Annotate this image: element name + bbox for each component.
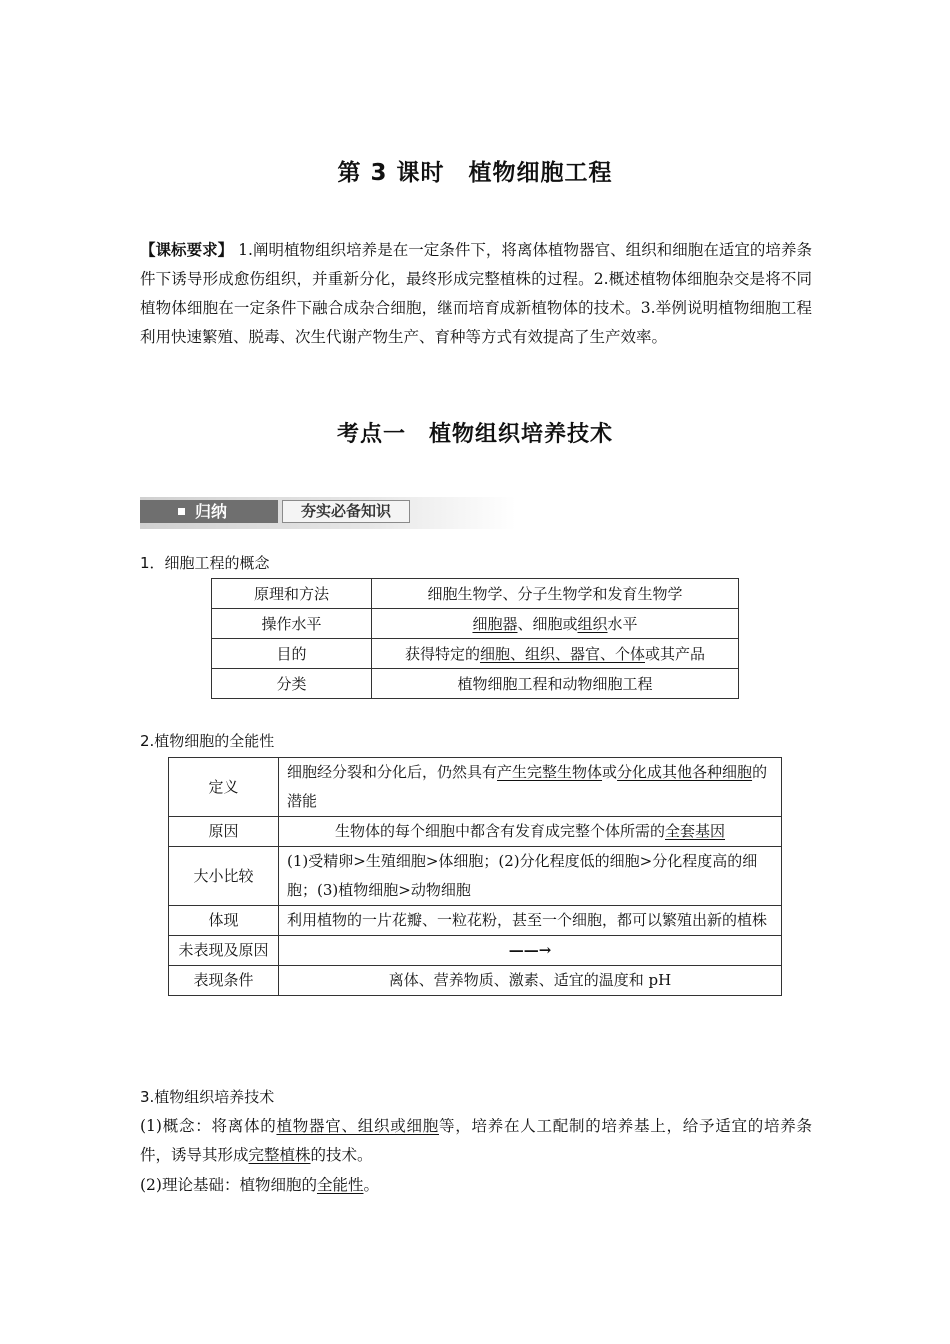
table-cell-value: 细胞生物学、分子生物学和发育生物学 [372,579,739,609]
table-cell-value: 利用植物的一片花瓣、一粒花粉，甚至一个细胞，都可以繁殖出新的植株 [279,906,782,936]
table-row [212,609,739,639]
para-text: (1)概念：将离体的 [140,1117,277,1135]
subhead-cell-engineering: 1．细胞工程的概念 [140,554,270,572]
table-cell-value: 离体、营养物质、激素、适宜的温度和 pH [279,966,782,996]
table-cell-value: (1)受精卵>生殖细胞>体细胞；(2)分化程度低的细胞>分化程度高的细胞；(3)植物细胞>动物细胞 [279,847,782,906]
table-row [212,579,739,609]
underlined-answer: 植物器官、组织或细胞 [276,1117,439,1135]
paragraph-theory [140,1171,812,1200]
subhead-tissue-culture: 3.植物组织培养技术 [140,1088,275,1106]
underlined-answer: 全套基因 [665,822,726,840]
square-bullet-icon [178,508,185,515]
banner-label: 归纳 [195,502,228,521]
table-cell-value [279,758,782,817]
para-text: 等，培养在人工配制的培养基上，给予适宜的培养条件，诱导其形成 [140,1117,812,1164]
paragraph-concept [140,1112,812,1170]
table-row [169,936,782,966]
table-cell-key: 表现条件 [169,966,279,996]
section-title: 考点一 植物组织培养技术 [336,422,613,447]
requirements-text: 1.阐明植物组织培养是在一定条件下，将离体植物器官、组织和细胞在适宜的培养条件下诱导形成愈伤组织，并重新分化，最终形成完整植株的过程。2.概述植物体细胞杂交是将不同植物体细胞在一定条件下融合成杂合细胞，继而培育成新植物体的技术。3.举例说明植物细胞工程利用快速繁殖、脱毒、次生代谢产物生产、育种等方式有效提高了生产效率。 [140,241,812,346]
cell-engineering-table [211,578,739,699]
table-cell-key: 体现 [169,906,279,936]
table-cell-value [279,817,782,847]
table-cell-key: 原因 [169,817,279,847]
cell-text: 或其产品 [645,645,706,663]
underlined-answer: 细胞器 [472,615,518,633]
cell-text: 生物体的每个细胞中都含有发育成完整个体所需的 [334,822,665,840]
cell-text: 获得特定的 [404,645,480,663]
table-row [169,966,782,996]
underlined-answer: 细胞、组织、器官、个体 [479,645,645,663]
subhead-totipotency: 2.植物细胞的全能性 [140,732,275,750]
cell-text: 或 [602,763,618,781]
summary-banner [140,497,516,529]
table-row [169,906,782,936]
para-text: (2)理论基础：植物细胞的 [140,1176,317,1194]
table-cell-value [372,639,739,669]
para-text: 的技术。 [310,1146,373,1164]
table-row [169,847,782,906]
underlined-answer: 完整植株 [248,1146,311,1164]
table-cell-key: 原理和方法 [212,579,372,609]
cell-text: 细胞经分裂和分化后，仍然具有 [287,763,498,781]
table-cell-key: 目的 [212,639,372,669]
cell-text: 、细胞或 [517,615,578,633]
cell-text: 水平 [607,615,638,633]
requirements-label: 【课标要求】 [140,241,234,259]
banner-label-block [140,500,278,523]
table-row [212,639,739,669]
table-cell-key: 未表现及原因 [169,936,279,966]
table-cell-key: 操作水平 [212,609,372,639]
underlined-answer: 组织 [577,615,608,633]
page-title: 第 3 课时 植物细胞工程 [337,160,613,186]
underlined-answer: 全能性 [316,1176,364,1194]
table-cell-value: 植物细胞工程和动物细胞工程 [372,669,739,699]
totipotency-table [168,757,782,996]
course-requirements [140,236,812,352]
table-row [212,669,739,699]
underlined-answer: 产生完整生物体 [497,763,603,781]
table-cell-key: 分类 [212,669,372,699]
table-cell-value [372,609,739,639]
cell-text: 的潜能 [287,763,768,810]
banner-box: 夯实必备知识 [282,500,410,523]
table-cell-key: 定义 [169,758,279,817]
table-row [169,758,782,817]
table-cell-key: 大小比较 [169,847,279,906]
table-row [169,817,782,847]
para-text: 。 [363,1176,379,1194]
arrow-cell: ——→ [279,936,782,966]
underlined-answer: 分化成其他各种细胞 [617,763,753,781]
